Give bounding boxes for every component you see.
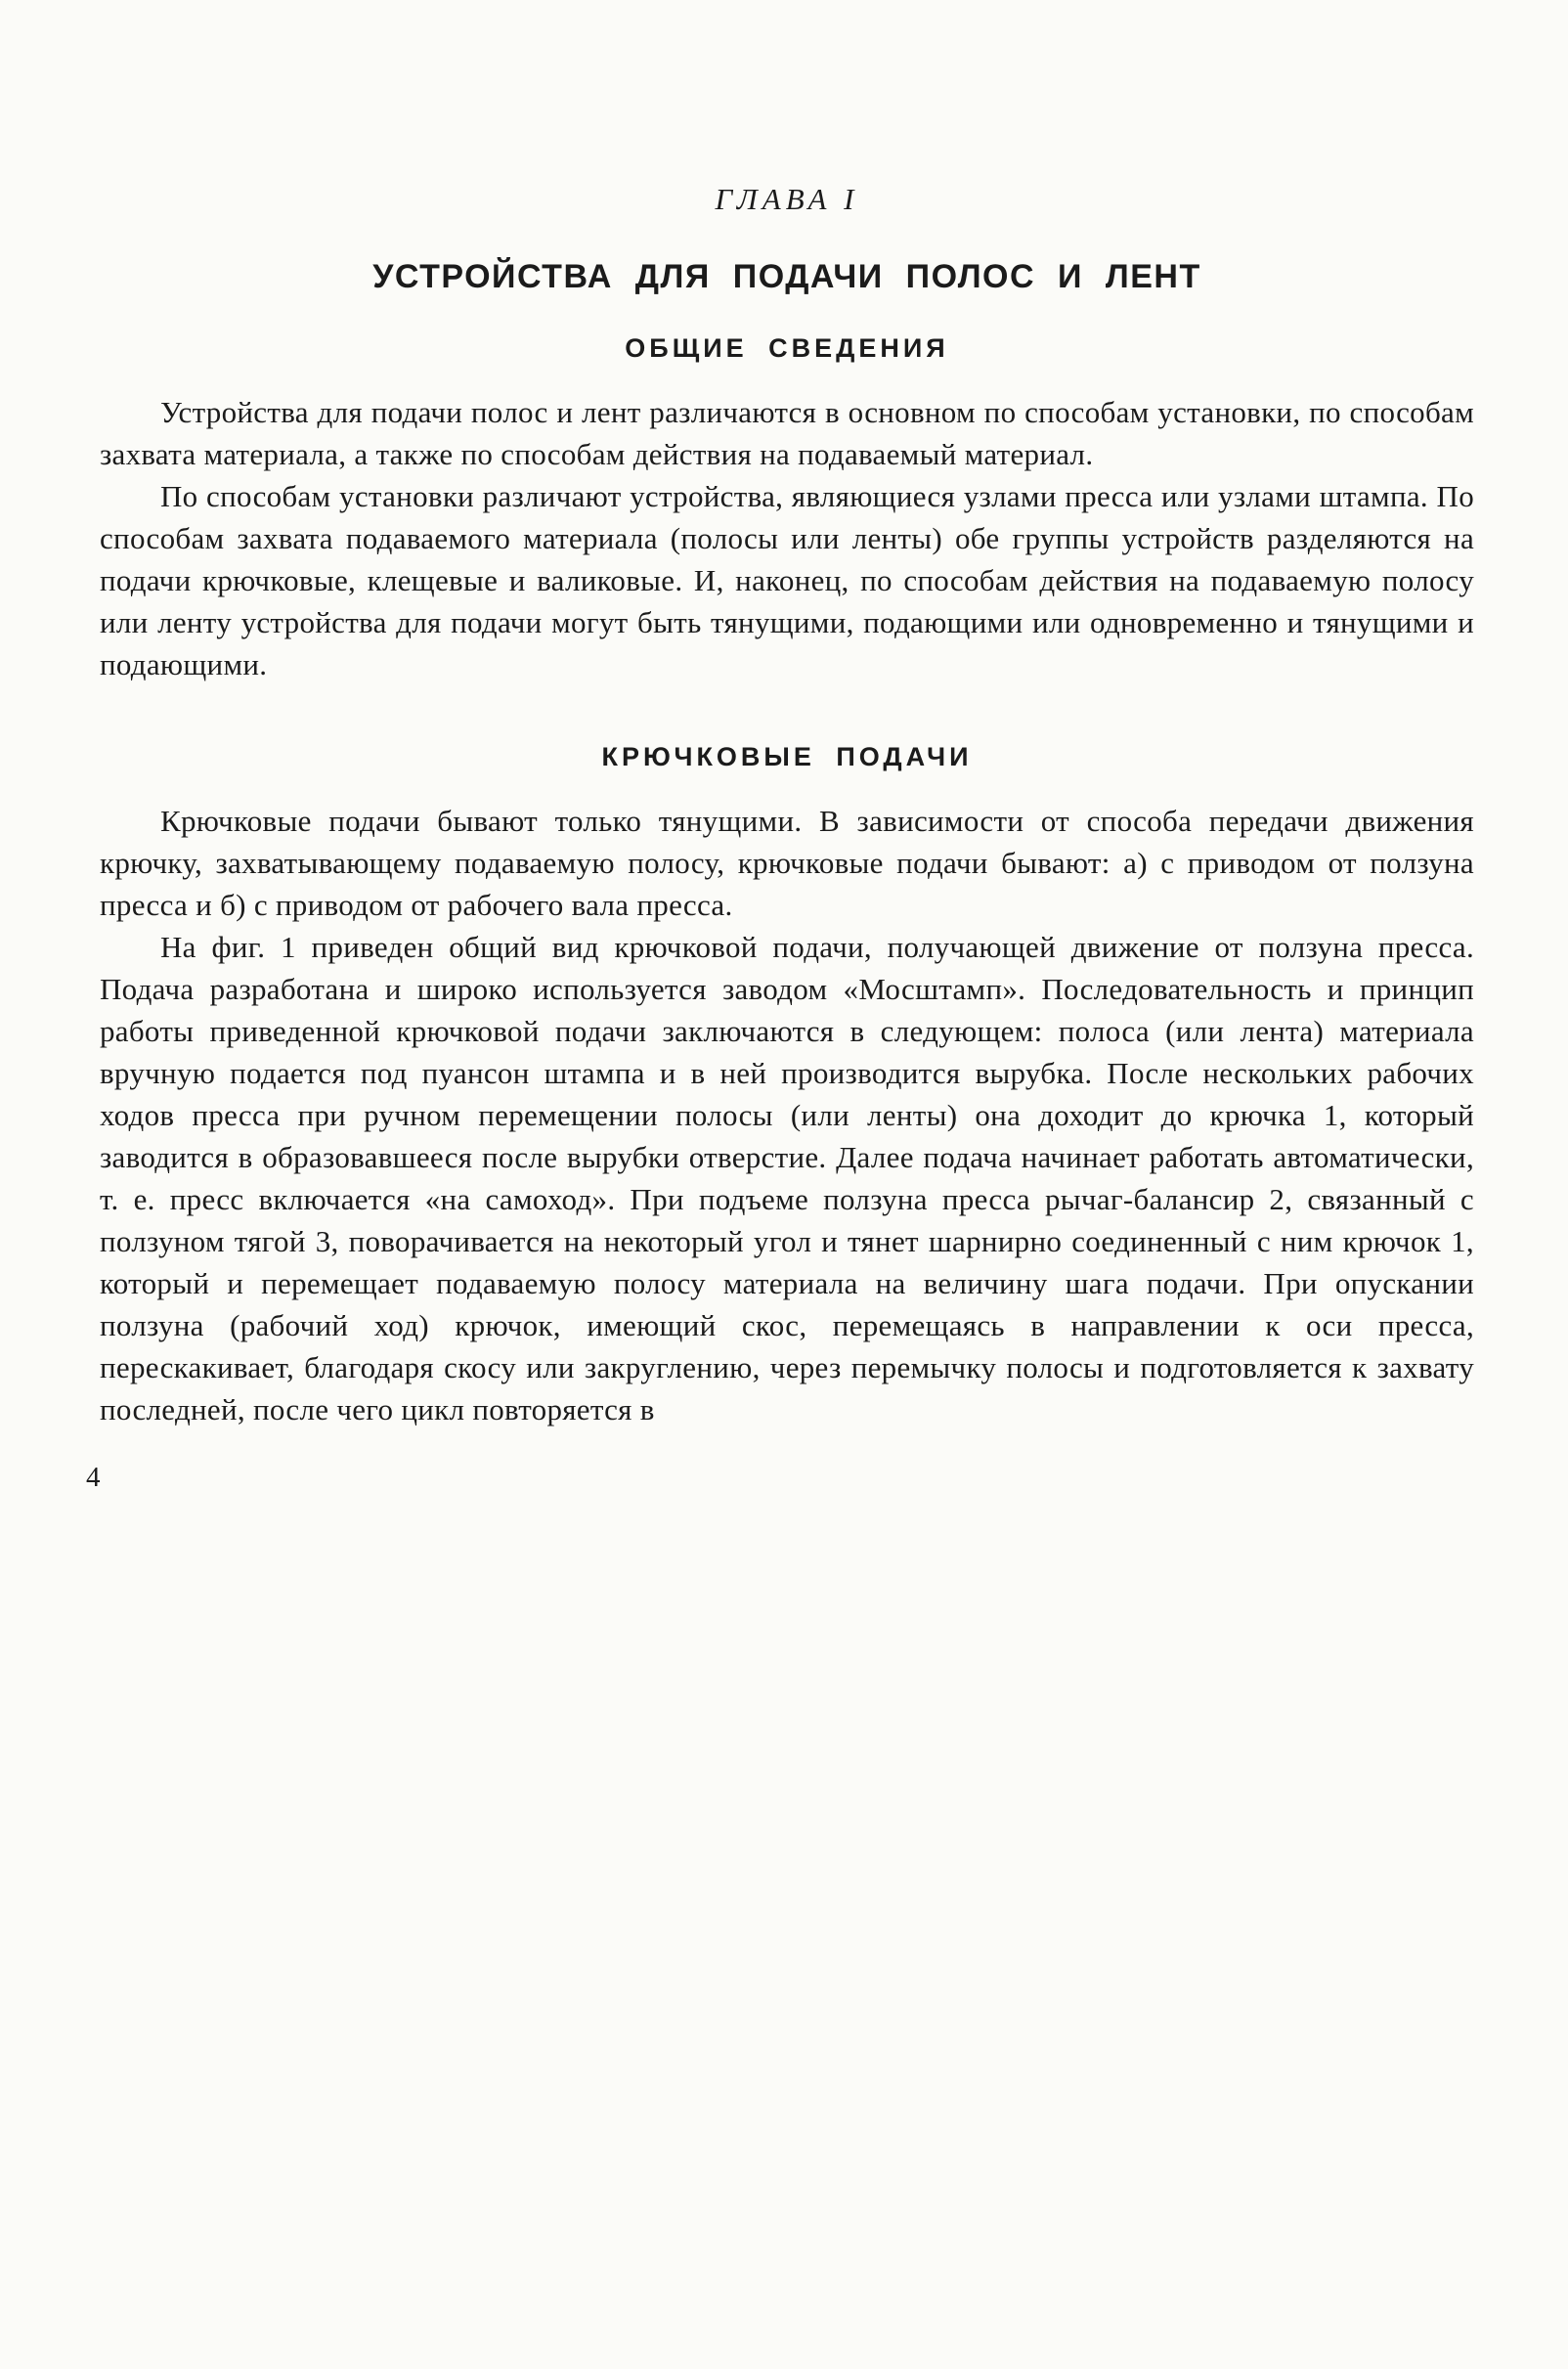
paragraph: Крючковые подачи бывают только тянущими. В зависимости от способа передачи движения крючку, захватывающему подаваемую полосу, крючковые подачи бывают: а) с приводом от ползуна пресса и б) с приводом от рабочего вала пресса.: [100, 804, 1474, 922]
paragraph: По способам установки различают устройства, являющиеся узлами пресса или узлами штампа. По способам захвата подаваемого материала (полосы или ленты) обе группы устройств разделяются на подачи крючковые, клещевые и валиковые. И, наконец, по способам действия на подаваемую полосу или ленту устройства для подачи могут быть тянущими, подающими или одновременно и тянущими и подающими.: [100, 479, 1474, 681]
section-heading-hook-feeds: КРЮЧКОВЫЕ ПОДАЧИ: [601, 742, 973, 771]
section-heading-general-info: ОБЩИЕ СВЕДЕНИЯ: [625, 333, 949, 363]
chapter-heading: ГЛАВА I: [715, 182, 859, 216]
page-title: УСТРОЙСТВА ДЛЯ ПОДАЧИ ПОЛОС И ЛЕНТ: [372, 258, 1201, 295]
page-number: 4: [86, 1462, 101, 1493]
paragraph: На фиг. 1 приведен общий вид крючковой подачи, получающей движение от ползуна пресса. Подача разработана и широко используется заводом «Мосштамп». Последовательность и принцип работы приведенной крючковой подачи заключаются в следующем: полоса (или лента) материала вручную подается под пуансон штампа и в ней производится вырубка. После нескольких рабочих ходов пресса при ручном перемещении полосы (или ленты) она доходит до крючка 1, который заводится в образовавшееся после вырубки отверстие. Далее подача начинает работать автоматически, т. е. пресс включается «на самоход». При подъеме ползуна пресса рычаг-балансир 2, связанный с ползуном тягой 3, поворачивается на некоторый угол и тянет шарнирно соединенный с ним крючок 1, который и перемещает подаваемую полосу материала на величину шага подачи. При опускании ползуна (рабочий ход) крючок, имеющий скос, перемещаясь в направлении к оси пресса, перескакивает, благодаря скосу или закруглению, через перемычку полосы и подготовляется к захвату последней, после чего цикл повторяется в: [100, 930, 1474, 1426]
section-general-info: [100, 391, 1474, 685]
section-hook-feeds: [100, 800, 1474, 1430]
paragraph: Устройства для подачи полос и лент различаются в основном по способам установки, по способам захвата материала, а также по способам действия на подаваемый материал.: [100, 395, 1474, 471]
